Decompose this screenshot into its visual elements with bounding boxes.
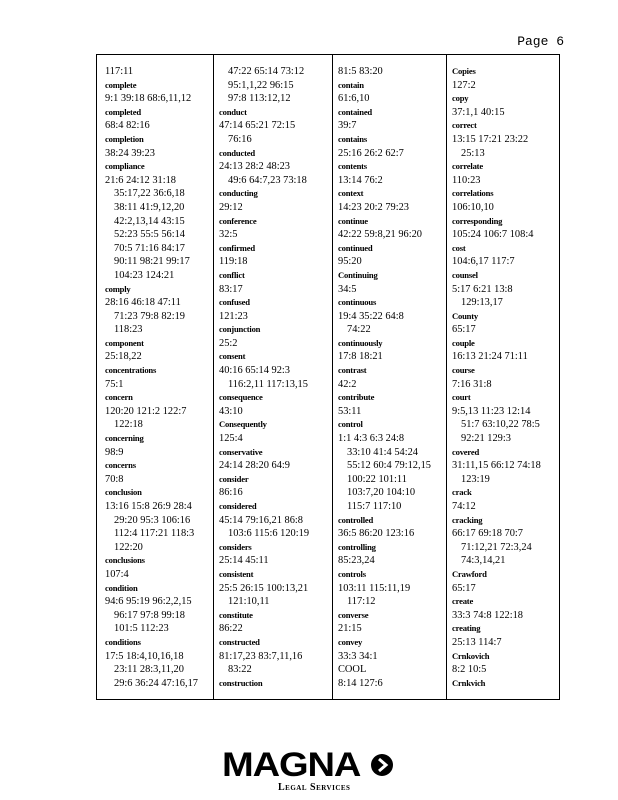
index-column-1 — [97, 55, 213, 699]
index-term: continuously — [338, 337, 383, 348]
index-term: continued — [338, 242, 373, 253]
page-line-refs: 74:22 — [347, 324, 371, 336]
index-term: course — [452, 365, 475, 376]
page-line-refs: 14:23 20:2 79:23 — [338, 201, 410, 213]
page-line-refs: 85:23,24 — [338, 555, 375, 567]
index-term: Crnkovich — [452, 650, 490, 661]
page-line-refs: 104:23 124:21 — [114, 269, 175, 281]
page-line-refs: 101:5 112:23 — [114, 623, 169, 635]
page-line-refs: 31:11,15 66:12 74:18 — [452, 460, 541, 472]
page-line-refs: 116:2,11 117:13,15 — [228, 378, 308, 390]
page-line-refs: 55:12 60:4 79:12,15 — [347, 460, 431, 472]
index-term: constitute — [219, 609, 253, 620]
index-term: consistent — [219, 568, 254, 579]
page-line-refs: 94:6 95:19 96:2,2,15 — [105, 596, 192, 608]
index-term: correlate — [452, 161, 483, 172]
page-line-refs: 40:16 65:14 92:3 — [219, 365, 291, 377]
index-term: contain — [338, 79, 364, 90]
page-line-refs: 120:20 121:2 122:7 — [105, 405, 187, 417]
page-line-refs: 7:16 31:8 — [452, 378, 492, 390]
page-line-refs: 28:16 46:18 47:11 — [105, 297, 181, 309]
page-line-refs: 8:2 10:5 — [452, 664, 487, 676]
index-term: construction — [219, 677, 263, 688]
index-term: convey — [338, 636, 363, 647]
page-line-refs: 117:11 — [105, 66, 134, 77]
page-line-refs: 106:10,10 — [452, 201, 494, 213]
page-line-refs: 17:8 18:21 — [338, 351, 383, 363]
index-term: conduct — [219, 106, 247, 117]
page-line-refs: 13:16 15:8 26:9 28:4 — [105, 501, 192, 512]
page-line-refs: 5:17 6:21 13:8 — [452, 283, 513, 295]
page-number: Page 6 — [517, 34, 564, 49]
page-line-refs: 71:12,21 72:3,24 — [461, 541, 532, 553]
index-term: conducted — [219, 147, 255, 158]
page-line-refs: 110:23 — [452, 174, 481, 186]
index-term: continue — [338, 215, 368, 226]
index-term: contrast — [338, 365, 367, 376]
page-line-refs: 115:7 117:10 — [347, 501, 402, 512]
page-line-refs: 45:14 79:16,21 86:8 — [219, 514, 303, 526]
page-line-refs: 38:24 39:23 — [105, 147, 155, 159]
page-line-refs: 25:13 114:7 — [452, 636, 502, 648]
page-line-refs: 29:6 36:24 47:16,17 — [114, 677, 198, 689]
index-term: consider — [219, 473, 249, 484]
index-term: conjunction — [219, 324, 261, 335]
index-term: conclusions — [105, 555, 145, 566]
page-line-refs: 25:18,22 — [105, 351, 142, 363]
page-line-refs: 25:13 — [461, 147, 485, 159]
index-term: Crnkvich — [452, 677, 486, 688]
page-line-refs: 42:22 59:8,21 96:20 — [338, 229, 422, 241]
page-line-refs: 21:6 24:12 31:18 — [105, 174, 177, 186]
page-line-refs: 117:12 — [347, 596, 376, 608]
index-term: complete — [105, 79, 137, 90]
arrow-circle-icon — [371, 754, 393, 776]
page-line-refs: 19:4 35:22 64:8 — [338, 310, 404, 322]
index-term: counsel — [452, 269, 478, 280]
index-term: cost — [452, 242, 466, 253]
page-line-refs: 65:17 — [452, 582, 476, 594]
page-line-refs: 68:4 82:16 — [105, 120, 150, 132]
index-term: copy — [452, 93, 469, 104]
page-line-refs: 1:1 4:3 6:3 24:8 — [338, 433, 405, 445]
page-line-refs: 105:24 106:7 108:4 — [452, 229, 534, 241]
index-term: covered — [452, 446, 480, 457]
page-line-refs: 122:20 — [114, 541, 143, 553]
page-line-refs: 35:17,22 36:6,18 — [114, 188, 185, 200]
index-term: concerning — [105, 433, 144, 444]
index-term: correlations — [452, 188, 494, 199]
page-line-refs: 13:15 17:21 23:22 — [452, 133, 529, 145]
page-line-refs: 103:6 115:6 120:19 — [228, 528, 310, 540]
page-line-refs: 122:18 — [114, 419, 143, 431]
page-line-refs: 29:12 — [219, 201, 243, 213]
page-line-refs: 129:13,17 — [461, 297, 503, 309]
page-line-refs: 61:6,10 — [338, 93, 370, 105]
page-line-refs: 33:3 74:8 122:18 — [452, 609, 524, 621]
page-line-refs: 121:10,11 — [228, 596, 270, 608]
page-line-refs: 8:14 127:6 — [338, 677, 383, 689]
index-term: controlling — [338, 541, 376, 552]
page-line-refs: 70:5 71:16 84:17 — [114, 242, 186, 254]
page-line-refs: 118:23 — [114, 324, 143, 336]
index-term: compliance — [105, 161, 145, 172]
page-line-refs: 25:2 — [219, 337, 238, 349]
index-column-4 — [446, 55, 559, 699]
index-term: confirmed — [219, 242, 255, 253]
page-line-refs: 71:23 79:8 82:19 — [114, 310, 186, 322]
page-line-refs: 103:11 115:11,19 — [338, 582, 411, 594]
index-term: cracking — [452, 514, 483, 525]
index-term: conditions — [105, 636, 141, 647]
index-column-2 — [213, 55, 332, 699]
page-line-refs: 121:23 — [219, 310, 248, 322]
page-line-refs: 51:7 63:10,22 78:5 — [461, 419, 540, 431]
index-term: control — [338, 419, 363, 430]
page-line-refs: 38:11 41:9,12,20 — [114, 201, 185, 213]
page-line-refs: 90:11 98:21 99:17 — [114, 256, 190, 268]
index-term: contains — [338, 133, 367, 144]
page-line-refs: 37:1,1 40:15 — [452, 106, 505, 118]
index-term: conservative — [219, 446, 263, 457]
index-term: continuous — [338, 297, 377, 308]
page-line-refs: 119:18 — [219, 256, 248, 268]
index-term: corresponding — [452, 215, 503, 226]
page-line-refs: 65:17 — [452, 324, 476, 336]
page-line-refs: 16:13 21:24 71:11 — [452, 351, 528, 363]
page-line-refs: 81:17,23 83:7,11,16 — [219, 650, 303, 662]
index-term: converse — [338, 609, 369, 620]
page-line-refs: 103:7,20 104:10 — [347, 487, 416, 499]
page-line-refs: 17:5 18:4,10,16,18 — [105, 650, 184, 662]
page-line-refs: 74:3,14,21 — [461, 555, 506, 567]
page-line-refs: 25:16 26:2 62:7 — [338, 147, 404, 159]
index-term: concentrations — [105, 365, 157, 376]
index-term: controls — [338, 568, 366, 579]
page-line-refs: 9:5,13 11:23 12:14 — [452, 405, 531, 417]
page-line-refs: 76:16 — [228, 133, 252, 145]
page-line-refs: 127:2 — [452, 79, 476, 91]
index-term: consent — [219, 351, 246, 362]
page-line-refs: 107:4 — [105, 568, 129, 580]
page-line-refs: 47:14 65:21 72:15 — [219, 120, 296, 132]
word-index-table — [96, 54, 560, 700]
page-line-refs: 33:10 41:4 54:24 — [347, 446, 419, 458]
page-line-refs: 24:14 28:20 64:9 — [219, 460, 291, 472]
page-line-refs: 25:5 26:15 100:13,21 — [219, 582, 309, 594]
page-line-refs: 83:17 — [219, 283, 243, 295]
page-line-refs: 29:20 95:3 106:16 — [114, 514, 191, 526]
index-term: conducting — [219, 188, 258, 199]
index-term: Consequently — [219, 419, 267, 430]
magna-logo — [222, 748, 402, 794]
index-term: consequence — [219, 392, 263, 403]
index-term: condition — [105, 582, 138, 593]
index-term: completion — [105, 133, 144, 144]
page-line-refs: 66:17 69:18 70:7 — [452, 528, 524, 540]
index-term: creating — [452, 623, 481, 634]
index-term: confused — [219, 297, 250, 308]
page-line-refs: 123:19 — [461, 473, 490, 485]
index-term: contents — [338, 161, 367, 172]
index-term: contribute — [338, 392, 375, 403]
index-term: County — [452, 310, 479, 321]
page-line-refs: COOL — [338, 664, 367, 676]
page-line-refs: 33:3 34:1 — [338, 650, 378, 662]
page-line-refs: 81:5 83:20 — [338, 66, 383, 77]
page-line-refs: 39:7 — [338, 120, 357, 132]
index-term: create — [452, 596, 474, 607]
page-line-refs: 86:16 — [219, 487, 243, 499]
index-term: court — [452, 392, 471, 403]
page-line-refs: 23:11 28:3,11,20 — [114, 664, 184, 676]
index-term: completed — [105, 106, 141, 117]
page-line-refs: 9:1 39:18 68:6,11,12 — [105, 93, 192, 105]
page-line-refs: 25:14 45:11 — [219, 555, 269, 567]
index-term: concerns — [105, 460, 136, 471]
page-line-refs: 49:6 64:7,23 73:18 — [228, 174, 307, 186]
page-line-refs: 112:4 117:21 118:3 — [114, 528, 195, 540]
page-line-refs: 83:22 — [228, 664, 252, 676]
page-line-refs: 74:12 — [452, 501, 476, 512]
index-term: conflict — [219, 269, 245, 280]
page-line-refs: 92:21 129:3 — [461, 433, 511, 445]
page-line-refs: 47:22 65:14 73:12 — [228, 66, 305, 77]
page-line-refs: 98:9 — [105, 446, 124, 458]
page-line-refs: 36:5 86:20 123:16 — [338, 528, 415, 540]
page-line-refs: 52:23 55:5 56:14 — [114, 229, 186, 241]
page-line-refs: 34:5 — [338, 283, 357, 295]
index-term: conference — [219, 215, 257, 226]
page-line-refs: 53:11 — [338, 405, 362, 417]
index-column-3 — [332, 55, 446, 699]
index-term: crack — [452, 487, 472, 498]
page-line-refs: 21:15 — [338, 623, 362, 635]
page-line-refs: 75:1 — [105, 378, 124, 390]
index-term: component — [105, 337, 144, 348]
index-term: comply — [105, 283, 131, 294]
page-line-refs: 70:8 — [105, 473, 124, 485]
page-line-refs: 104:6,17 117:7 — [452, 256, 515, 268]
index-term: considered — [219, 501, 257, 511]
page-line-refs: 86:22 — [219, 623, 243, 635]
index-term: Continuing — [338, 269, 378, 280]
index-term: concern — [105, 392, 133, 403]
index-term: context — [338, 188, 364, 199]
page-line-refs: 95:1,1,22 96:15 — [228, 79, 294, 91]
page-line-refs: 43:10 — [219, 405, 243, 417]
page-line-refs: 96:17 97:8 99:18 — [114, 609, 186, 621]
page-line-refs: 125:4 — [219, 433, 243, 445]
page-line-refs: 42:2,13,14 43:15 — [114, 215, 185, 227]
index-term: conclusion — [105, 487, 142, 498]
index-term: considers — [219, 541, 252, 552]
page-line-refs: 24:13 28:2 48:23 — [219, 161, 291, 173]
index-term: contained — [338, 106, 373, 117]
page-line-refs: 97:8 113:12,12 — [228, 93, 291, 105]
index-term: couple — [452, 337, 475, 348]
logo-subtitle: Legal Services — [278, 782, 351, 793]
index-term: controlled — [338, 514, 374, 525]
index-term: constructed — [219, 636, 260, 647]
index-term: Crawford — [452, 568, 487, 579]
index-term: Copies — [452, 66, 476, 76]
page-line-refs: 95:20 — [338, 256, 362, 268]
page-line-refs: 32:5 — [219, 229, 238, 241]
index-term: correct — [452, 120, 477, 131]
logo-wordmark: MAGNA — [222, 746, 361, 784]
page-line-refs: 13:14 76:2 — [338, 174, 383, 186]
page-line-refs: 42:2 — [338, 378, 357, 390]
page-line-refs: 100:22 101:11 — [347, 473, 407, 485]
